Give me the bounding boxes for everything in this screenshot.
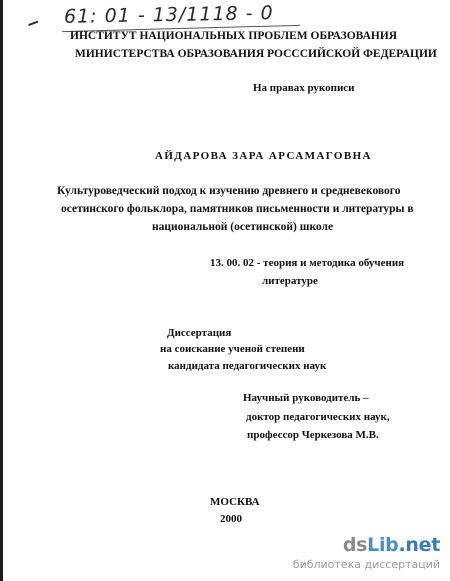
supervisor-label: Научный руководитель – [243, 392, 369, 404]
thesis-title-line1: Культуроведческий подход к изучению древнего и средневекового [57, 185, 401, 197]
dissertation-label: Диссертация [167, 327, 232, 339]
thesis-title-line2: осетинского фольклора, памятников письменности и литературы в [61, 203, 414, 215]
rights-note: На правах рукописи [253, 82, 355, 94]
institute-name-line2: МИНИСТЕРСТВА ОБРАЗОВАНИЯ РОСССИЙСКОЙ ФЕДЕРАЦИИ [75, 48, 437, 60]
stamp-mark [28, 21, 42, 36]
year: 2000 [220, 513, 242, 525]
degree-name: кандидата педагогических наук [168, 360, 327, 372]
catalog-stamp: 61: 01 - 13/1118 - 0 [63, 2, 274, 28]
supervisor-name: профессор Черкезова М.В. [247, 429, 379, 441]
author-name: АЙДАРОВА ЗАРА АРСАМАГОВНА [155, 150, 372, 162]
city: МОСКВА [210, 496, 260, 508]
watermark-logo: dsLib.net [342, 534, 440, 556]
specialty-code: 13. 00. 02 - теория и методика обучения [210, 257, 405, 269]
thesis-title-line3: национальной (осетинской) школе [152, 221, 334, 233]
scan-edge-border [0, 0, 3, 581]
supervisor-degree: доктор педагогических наук, [246, 411, 390, 423]
institute-name-line1: ИНСТИТУТ НАЦИОНАЛЬНЫХ ПРОБЛЕМ ОБРАЗОВАНИЯ [70, 30, 398, 42]
site-watermark [293, 536, 440, 570]
watermark-subtitle: библиотека диссертаций [292, 558, 440, 571]
specialty-continuation: литературе [262, 275, 318, 287]
degree-purpose: на соискание ученой степени [160, 343, 305, 355]
